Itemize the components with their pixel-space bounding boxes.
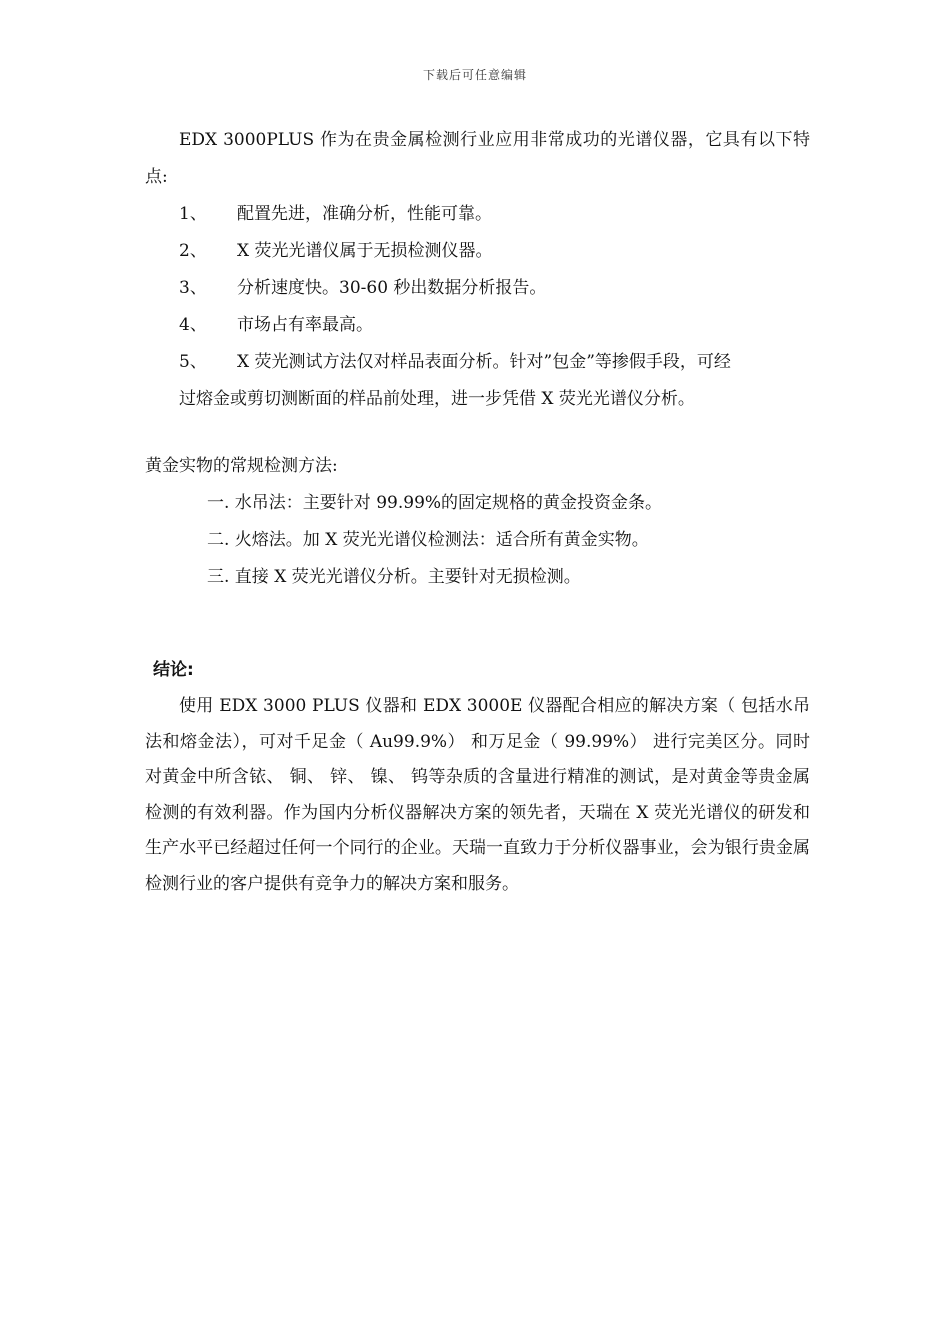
feature-text-block <box>179 344 810 418</box>
document-content <box>145 122 810 902</box>
feature-text: 市场占有率最高。 <box>237 315 373 335</box>
feature-item-1 <box>179 196 810 233</box>
spacer <box>145 418 810 448</box>
feature-number: 4、 <box>179 315 207 335</box>
intro-paragraph: EDX 3000PLUS 作为在贵金属检测行业应用非常成功的光谱仪器，它具有以下特点: <box>145 130 810 187</box>
feature-number: 1、 <box>179 204 207 224</box>
methods-title: 黄金实物的常规检测方法: <box>145 456 338 476</box>
feature-text: 分析速度快。30-60 秒出数据分析报告。 <box>237 278 547 298</box>
feature-text: X 荧光光谱仪属于无损检测仪器。 <box>237 241 493 261</box>
conclusion-title: 结论: <box>153 660 194 680</box>
method-item-2: 二. 火熔法。加 X 荧光光谱仪检测法：适合所有黄金实物。 <box>207 530 649 550</box>
feature-item-2 <box>179 233 810 270</box>
header-note: 下载后可任意编辑 <box>422 68 527 82</box>
spacer <box>145 596 810 652</box>
feature-text: X 荧光测试方法仅对样品表面分析。针对”包金”等掺假手段，可经 <box>237 352 731 372</box>
feature-item-4 <box>179 307 810 344</box>
conclusion-paragraph: 使用 EDX 3000 PLUS 仪器和 EDX 3000E 仪器配合相应的解决方案（ 包括水吊法和熔金法），可对千足金（ Au99.9%） 和万足金（ 99.99%） 进行完美区分。同时对黄金中所含铱、 铜、 锌、 镍、 钨等杂质的含量进行精准的测试，是对黄金等贵金属检测的有效利器。作为国内分析仪器解决方案的领先者，天瑞在 X 荧光光谱仪的研发和生产水平已经超过任何一个同行的企业。天瑞一直致力于分析仪器事业，会为银行贵金属检测行业的客户提供有竞争力的解决方案和服务。 <box>145 696 810 894</box>
feature-number: 5、 <box>179 352 207 372</box>
feature-item-3 <box>179 270 810 307</box>
feature-list <box>145 196 810 418</box>
method-item-3: 三. 直接 X 荧光光谱仪分析。主要针对无损检测。 <box>207 567 581 587</box>
feature-number: 3、 <box>179 278 207 298</box>
feature-text-continued: 过熔金或剪切测断面的样品前处理，进一步凭借 X 荧光光谱仪分析。 <box>179 389 695 409</box>
feature-text: 配置先进，准确分析，性能可靠。 <box>237 204 492 224</box>
feature-number: 2、 <box>179 241 207 261</box>
feature-item-5 <box>179 344 810 418</box>
method-item-1: 一. 水吊法：主要针对 99.99%的固定规格的黄金投资金条。 <box>207 493 663 513</box>
